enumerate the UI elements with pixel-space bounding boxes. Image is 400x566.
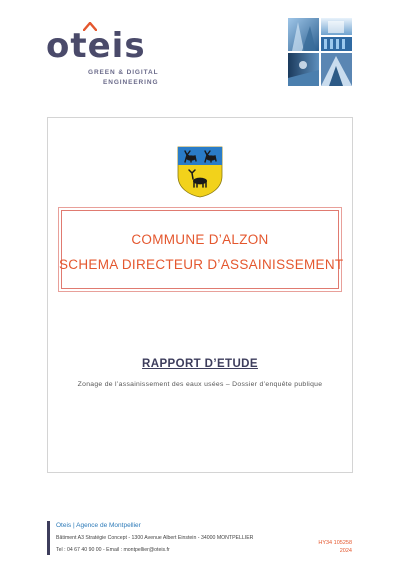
footer-address: Bâtiment A3 Stratégie Concept - 1300 Avenue Albert Einstein - 34000 MONTPELLIER: [56, 535, 254, 541]
logo-tagline-2: ENGINEERING: [103, 79, 159, 86]
document-title: SCHEMA DIRECTEUR D’ASSAINISSEMENT: [59, 257, 344, 272]
report-subtitle: Zonage de l’assainissement des eaux usées – Dossier d’enquête publique: [77, 381, 323, 388]
municipal-coat-of-arms-icon: [177, 146, 223, 198]
commune-title: COMMUNE D’ALZON: [131, 232, 269, 247]
oteis-logo: [46, 22, 166, 92]
footer-reference: [300, 539, 352, 555]
report-heading: RAPPORT D’ETUDE: [142, 358, 258, 370]
reference-code: HY34 105258: [318, 540, 352, 546]
logo-accent-icon: [83, 22, 97, 31]
logo-wordmark: oteis: [46, 26, 146, 66]
logo-tagline-1: GREEN & DIGITAL: [88, 69, 159, 76]
footer-contact: Tel : 04 67 40 90 00 - Email : montpellier@oteis.fr: [56, 547, 170, 553]
building-photo-collage-icon: [288, 18, 352, 86]
footer-agency: Oteis | Agence de Montpellier: [56, 522, 141, 529]
reference-year: 2024: [339, 548, 352, 554]
footer-accent-bar: [47, 521, 50, 555]
title-box: [58, 207, 342, 292]
title-box-inner-border: [59, 210, 344, 289]
